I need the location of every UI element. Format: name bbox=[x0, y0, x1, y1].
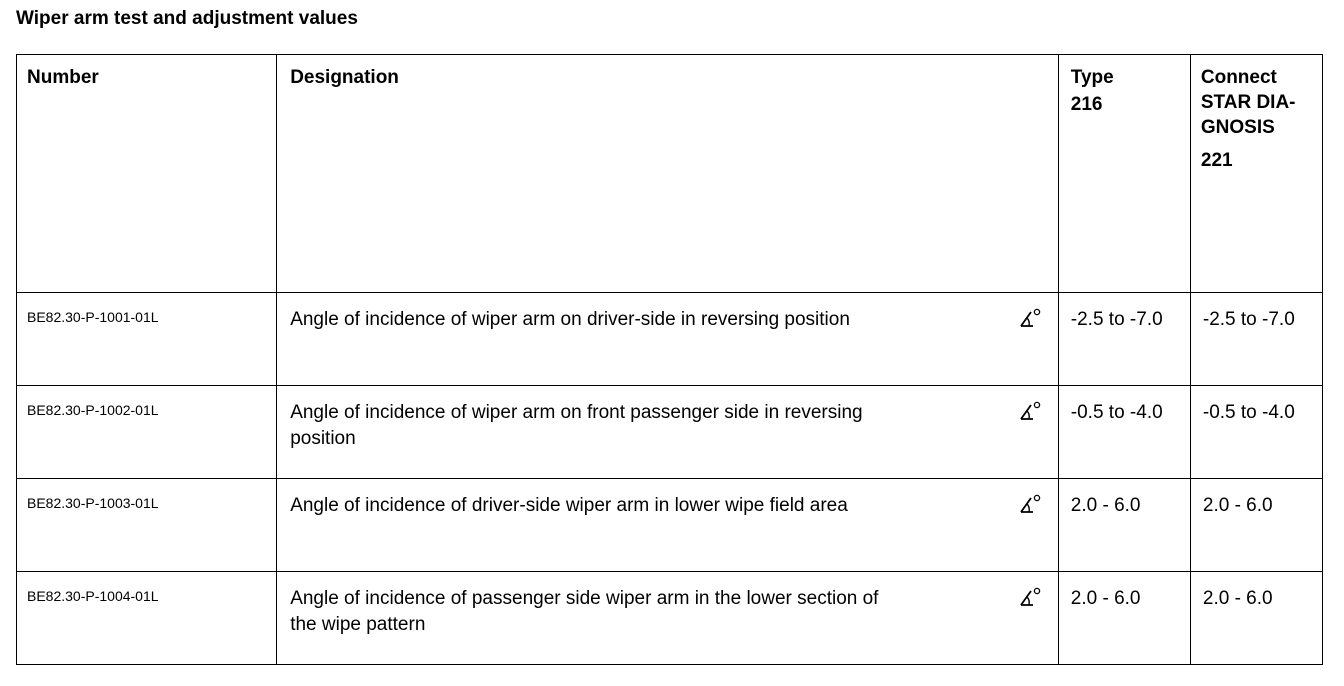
row-number: BE82.30-P-1004-01L bbox=[17, 572, 277, 665]
row-designation-text: Angle of incidence of wiper arm on front passenger side in reversing position bbox=[290, 402, 863, 449]
header-type-value: 216 bbox=[1070, 94, 1103, 115]
header-type bbox=[1058, 55, 1190, 293]
header-connect bbox=[1190, 55, 1322, 293]
row-type-216-value: -2.5 to -7.0 bbox=[1058, 293, 1190, 386]
header-number-label: Number bbox=[27, 67, 99, 88]
row-designation bbox=[277, 572, 1059, 665]
header-connect-value: 221 bbox=[1200, 150, 1233, 171]
row-type-221-value: -0.5 to -4.0 bbox=[1190, 386, 1322, 479]
header-designation bbox=[277, 55, 1059, 293]
row-type-221-value: -2.5 to -7.0 bbox=[1190, 293, 1322, 386]
row-type-221-value: 2.0 - 6.0 bbox=[1190, 479, 1322, 572]
row-number: BE82.30-P-1003-01L bbox=[17, 479, 277, 572]
angle-icon bbox=[1018, 493, 1042, 515]
row-type-216-value: 2.0 - 6.0 bbox=[1058, 479, 1190, 572]
row-designation bbox=[277, 386, 1059, 479]
table-row bbox=[17, 572, 1323, 665]
row-designation bbox=[277, 293, 1059, 386]
table-row bbox=[17, 293, 1323, 386]
row-type-221-value: 2.0 - 6.0 bbox=[1190, 572, 1322, 665]
header-designation-label: Designation bbox=[290, 67, 399, 88]
angle-icon bbox=[1018, 307, 1042, 329]
row-designation-text: Angle of incidence of passenger side wiper arm in the lower section of the wipe pattern bbox=[290, 588, 879, 635]
angle-icon bbox=[1018, 586, 1042, 608]
angle-icon bbox=[1018, 400, 1042, 422]
row-type-216-value: -0.5 to -4.0 bbox=[1058, 386, 1190, 479]
table-row bbox=[17, 386, 1323, 479]
page-title: Wiper arm test and adjustment values bbox=[16, 8, 358, 29]
table-row bbox=[17, 479, 1323, 572]
row-designation-text: Angle of incidence of wiper arm on driver-side in reversing position bbox=[290, 309, 850, 330]
row-designation-text: Angle of incidence of driver-side wiper arm in lower wipe field area bbox=[290, 495, 848, 516]
row-type-216-value: 2.0 - 6.0 bbox=[1058, 572, 1190, 665]
row-number: BE82.30-P-1002-01L bbox=[17, 386, 277, 479]
table-header-row bbox=[17, 55, 1323, 293]
header-number bbox=[17, 55, 277, 293]
adjustment-values-table bbox=[16, 54, 1323, 665]
row-designation bbox=[277, 479, 1059, 572]
header-type-label: Type bbox=[1070, 67, 1114, 88]
header-connect-label: Connect STAR DIA-GNOSIS bbox=[1200, 67, 1296, 138]
row-number: BE82.30-P-1001-01L bbox=[17, 293, 277, 386]
